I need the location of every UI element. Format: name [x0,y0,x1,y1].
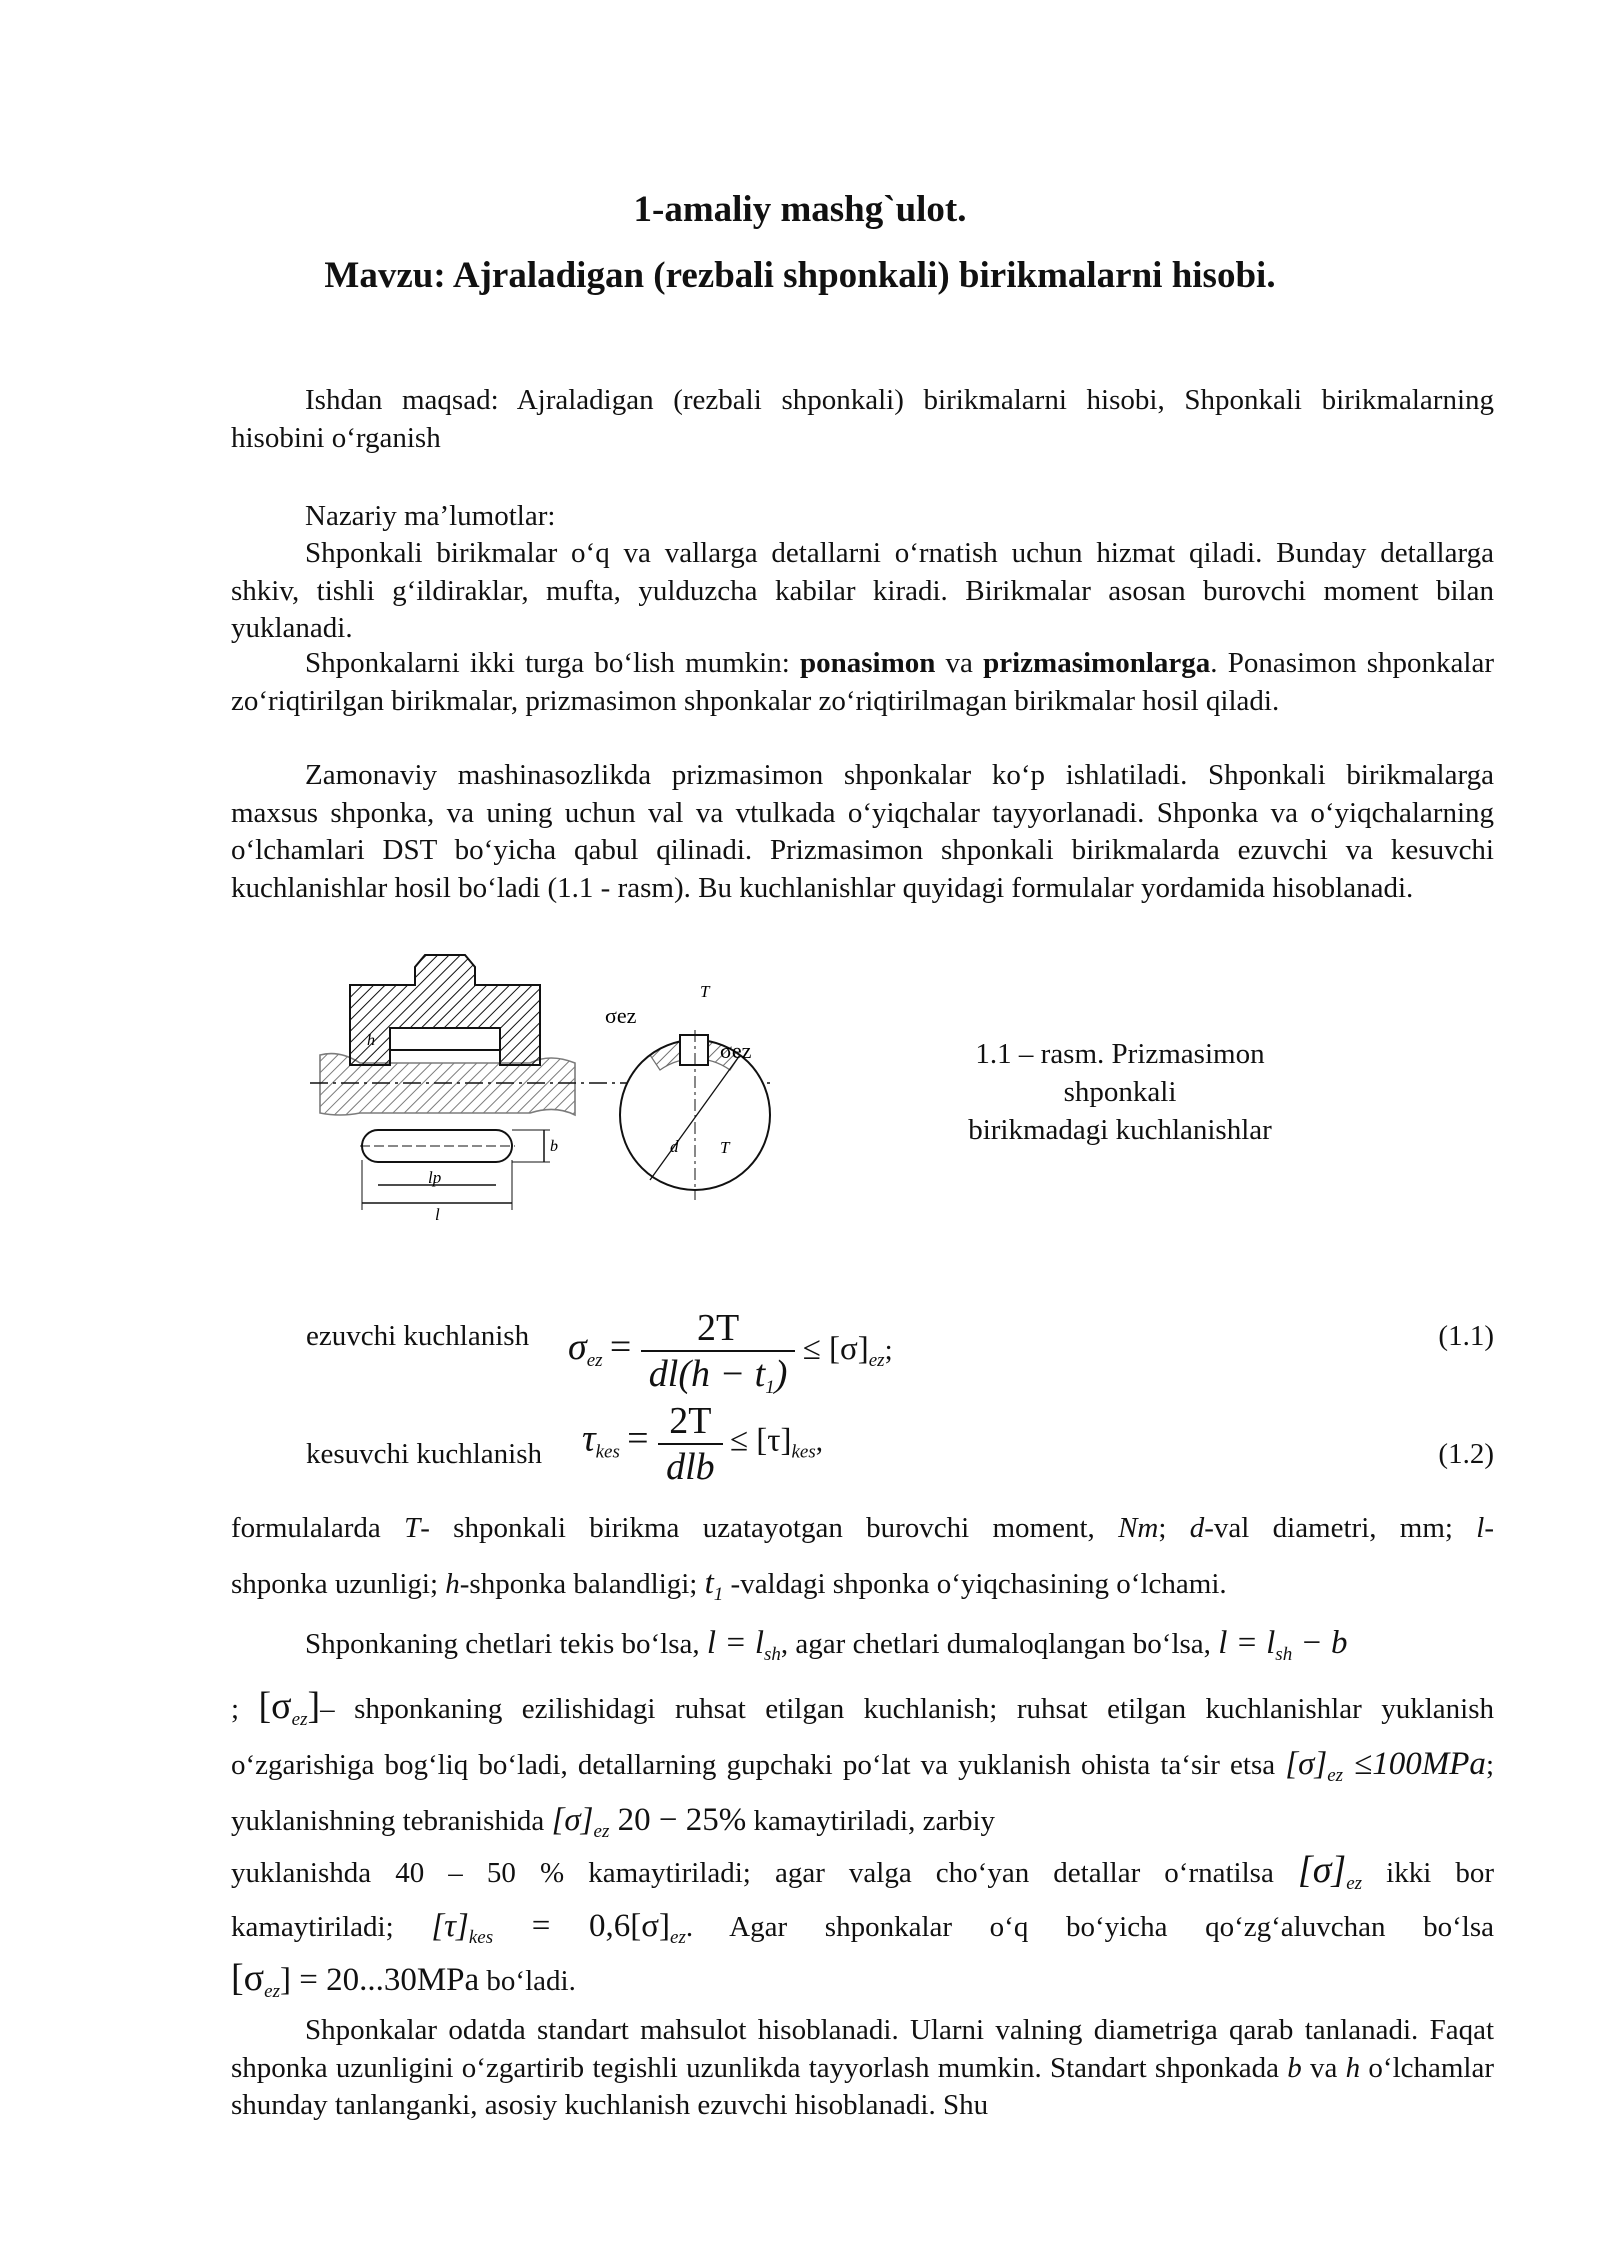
formula-sub: kes [468,1927,494,1948]
eq-label: ezuvchi kuchlanish [306,1320,530,1352]
eq-label: kesuvchi kuchlanish [306,1438,542,1470]
var-h: h [445,1568,460,1600]
eq-numerator: 2T [641,1306,796,1352]
eq-numerator: 2T [658,1399,723,1445]
equation-1-1 [306,1278,1494,1398]
paragraph-shear-limit [231,1908,1494,1957]
formula-sub: ez [670,1927,686,1948]
text: , agar chetlari dumaloqlangan bo‘lsa, [780,1628,1219,1660]
eq-den: dl(h − t [648,1353,766,1395]
formula-sub: sh [1275,1644,1293,1665]
formula-tau: [τ] [431,1908,469,1944]
text: va [1301,2051,1346,2084]
eq-fraction [641,1306,796,1399]
paragraph-legend-line2 [231,1565,1494,1614]
text: shponka uzunligi; [231,1568,446,1600]
paragraph-standard-keys [231,2012,1494,2125]
key-rect [390,1028,500,1050]
formula-l-round: l = l [1218,1625,1276,1661]
text: yuklanishda 40 – 50 % kamaytiriladi; agar valga cho‘yan detallar o‘rnatilsa [231,1857,1298,1889]
formula-sigma-limit: [σ] [1285,1746,1328,1782]
text: Shponkalarni ikki turga bo‘lish mumkin: [305,647,800,679]
label-T-top: T [700,982,710,1001]
term-ponasimon: ponasimon [799,647,936,679]
var-l: l [1476,1512,1485,1544]
var-T: T [404,1512,421,1544]
formula-l-round: − b [1292,1625,1348,1661]
text: ; yuklanishning tebranishida [231,1749,1494,1837]
text: kamaytiriladi; [231,1911,432,1943]
label-lp: lp [428,1168,442,1187]
eq-end: ; [884,1334,893,1367]
eq-sub: kes [595,1441,620,1463]
formula-sigma-movable: ] = 20...30MPa [279,1962,480,1998]
var-d: d [1189,1512,1205,1544]
label-sigma-ez-right: σez [720,1038,752,1063]
eq-lhs: τ [582,1417,596,1460]
caption-line: birikmadagi kuchlanishlar [968,1114,1272,1146]
text: va [935,647,984,679]
paragraph-legend-line1 [231,1510,1494,1548]
term-prizmasimon: prizmasimonlarga [983,647,1211,679]
equation-1-2 [306,1393,1494,1503]
var-t1: t [704,1565,714,1601]
formula-sigma-movable: [σ [231,1957,265,1999]
page-title: 1-amaliy mashg`ulot. [633,189,967,230]
text: - shponkali birikma uzatayotgan burovchi moment, [420,1512,1119,1544]
paragraph-allowable-stress [231,1684,1494,1854]
text: -shponka balandligi; [459,1568,705,1600]
equation-number: (1.1) [1438,1320,1494,1352]
text: bo‘ladi. [479,1965,576,1997]
paragraph-shock-load [231,1849,1494,1903]
equation-number: (1.2) [1438,1438,1494,1470]
eq-expression: $\sigma_{ez}$ = $\frac{2T}{dl(h - t_1)}$ ≤ $[\sigma]_{ez}$; [568,1307,893,1398]
eq-den: ) [774,1353,788,1395]
theory-heading: Nazariy ma’lumotlar: [305,500,556,532]
eq-sub: kes [791,1441,816,1463]
text: . Ponasimon shponkalar zo‘riqtirilgan birikmalar, prizmasimon shponkalar zo‘riqtirilmagan birikmalar hosil qiladi. [231,647,1495,717]
eq-lhs: σ [568,1326,587,1369]
var-h: h [1345,2051,1361,2084]
label-T-bottom: T [720,1138,730,1157]
formula-sigma-limit: ≤100MPa [1343,1746,1486,1782]
formula-sub: ez [1327,1765,1344,1786]
formula-tau: = 0,6[σ] [493,1908,671,1944]
label-b: b [550,1138,558,1155]
key-joint-figure [300,945,780,1245]
text: -valdagi shponka o‘yiqchasining o‘lchami. [723,1568,1227,1600]
formula-sigma: [σ [258,1685,292,1727]
text: Shponkalar odatda standart mahsulot hisoblanadi. Ularni valning diametriga qarab tanlanadi. Faqat shponka uzunligini o‘zgartirib tegishli uzunlikda tayyorlash mumkin. Standart shponkada [231,2014,1494,2084]
text: -val diametri, mm; [1204,1512,1477,1544]
text: o‘lchamlar shunday tanlanganki, asosiy kuchlanish ezuvchi hisoblanadi. Shu [231,2051,1495,2121]
goal-paragraph: Ishdan maqsad: Ajraladigan (rezbali shponkali) birikmalarni hisobi, Shponkali birikmalarning hisobini o‘rganish [231,384,1494,454]
label-h: h [367,1032,375,1049]
eq-sub: 1 [765,1377,775,1398]
paragraph-intro: Shponkali birikmalar o‘q va vallarga detallarni o‘rnatish uchun hizmat qiladi. Bunday detallarga shkiv, tishli g‘ildiraklar, mufta, yulduzcha kabilar kiradi. Birikmalar asosan burovchi moment bilan yuklanadi. [231,537,1494,644]
formula-sub: ez [593,1821,610,1842]
paragraph-key-length [231,1625,1494,1674]
formula-sub: sh [764,1644,781,1665]
eq-sub: ez [868,1350,885,1372]
eq-rhs: ≤ [τ] [729,1422,792,1459]
formula-sub: ez [1346,1873,1363,1894]
text: – shponkaning ezilishidagi ruhsat etilgan kuchlanish; ruhsat etilgan kuchlanishlar yuklanish o‘zgarishiga bog‘liq bo‘ladi, detallarning gupchaki po‘lat va yuklanish ohista ta‘sir etsa [231,1693,1494,1781]
formula-sigma: ] [307,1685,321,1727]
formula-sigma-vibration: [σ] [551,1802,594,1838]
text: ; [231,1693,259,1725]
eq-rhs: ≤ [σ] [802,1331,869,1368]
paragraph-types [231,645,1494,720]
eq-expression: $\tau_{kes}$ = $\frac{2T}{\text{dlb}}$ ≤ $[\tau]_{kes}$, [582,1400,823,1488]
text: - [1484,1512,1495,1544]
shaft-section [320,1054,575,1115]
text: ; [1158,1512,1190,1544]
var-b: b [1287,2051,1302,2084]
formula-sub: ez [291,1709,308,1730]
text: kamaytiriladi, zarbiy [746,1805,996,1837]
unit-Nm: Nm [1118,1512,1159,1544]
text: . Agar shponkalar o‘q bo‘yicha qo‘zg‘aluvchan bo‘lsa [685,1911,1494,1943]
eq-end: , [815,1425,823,1458]
formula-sub: ez [264,1981,280,2002]
label-d: d [670,1137,679,1156]
formula-sigma-castiron: [σ] [1297,1849,1347,1891]
var-sub: 1 [713,1584,724,1605]
formula-sigma-vibration: 20 − 25% [609,1802,747,1838]
eq-denominator [641,1352,796,1399]
eq-fraction [658,1399,723,1489]
paragraph-movable-key [231,1957,1494,2011]
key-cross-section [680,1035,708,1065]
page-subtitle: Mavzu: Ajraladigan (rezbali shponkali) birikmalarni hisobi. [324,255,1276,296]
paragraph-modern: Zamonaviy mashinasozlikda prizmasimon shponkalar ko‘p ishlatiladi. Shponkali birikmalarga maxsus shponka, va uning uchun val va vtulkada o‘yiqchalar tayyorlanadi. Shponka va o‘yiqchalarning o‘lchamlari DST bo‘yicha qabul qilinadi. Prizmasimon shponkali birikmalarda ezuvchi va kesuvchi kuchlanishlar hosil bo‘ladi (1.1 - rasm). Bu kuchlanishlar quyidagi formulalar yordamida hisoblanadi. [231,759,1494,904]
formula-l-flat: l = l [706,1625,765,1661]
text: formulalarda [231,1512,405,1544]
label-l: l [435,1205,440,1224]
text: Shponkaning chetlari tekis bo‘lsa, [305,1628,707,1660]
text: ikki bor [1362,1857,1494,1889]
figure-caption [940,1035,1300,1149]
eq-sub: ez [586,1350,603,1372]
caption-line: 1.1 – rasm. Prizmasimon shponkali [975,1038,1265,1108]
label-sigma-ez-left: σez [605,1003,637,1028]
eq-denominator: dlb [666,1446,715,1488]
